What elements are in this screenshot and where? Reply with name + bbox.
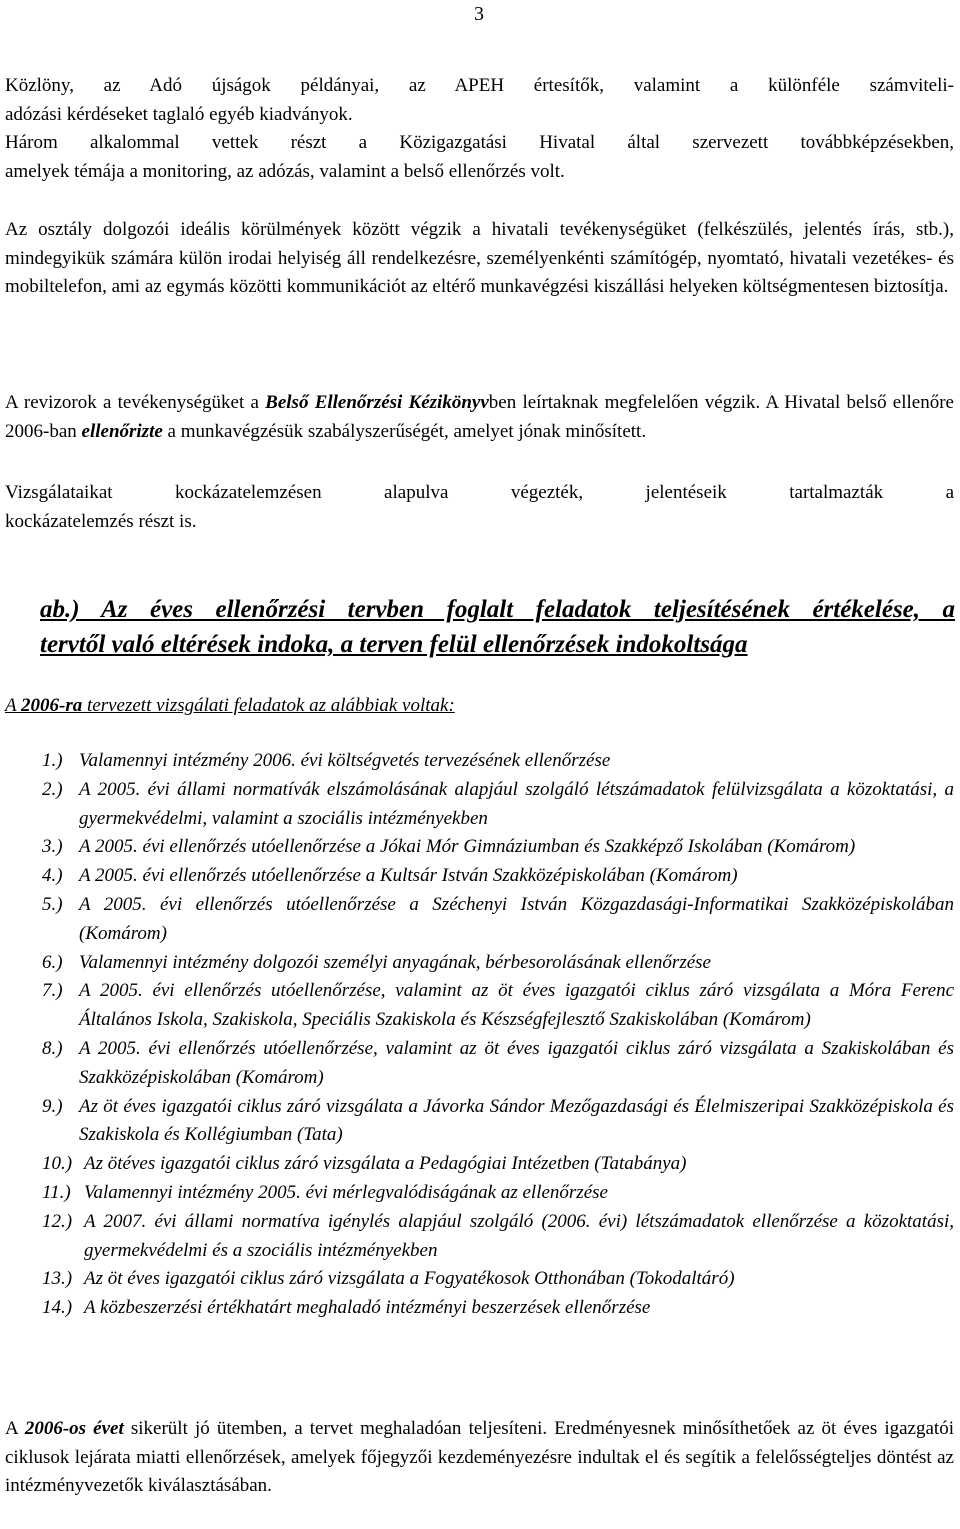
paragraph-working-conditions: Az osztály dolgozói ideális körülmények között végzik a hivatali tevékenységüket (felkészülés, jelentés írás, stb.), mindegyikük számára külön irodai helyiség áll rendelkezésre, személyenkénti számítógép, nyomtató, hivatali vezetékes- és mobiltelefon, ami az egymás közötti kommunikációt az eltérő munkavégzési kiszállási helyeken költségmentesen biztosítja. xyxy=(5,219,954,298)
item-text: Az ötéves igazgatói ciklus záró vizsgálata a Pedagógiai Intézetben (Tatabánya) xyxy=(84,1153,687,1175)
paragraph-line: kockázatelemzés részt is. xyxy=(5,510,197,532)
item-text: A 2005. évi ellenőrzés utóellenőrzése, valamint az öt éves igazgatói ciklus záró vizsgálata a Móra Ferenc Általános Iskola, Szakiskola, Speciális Szakiskola és Készségfejlesztő Szakiskolában (Komárom) xyxy=(79,980,954,1031)
list-item xyxy=(42,891,954,949)
item-number: 13.) xyxy=(42,1268,73,1290)
item-text: Az öt éves igazgatói ciklus záró vizsgálata a Fogyatékosok Otthonában (Tokodaltáró) xyxy=(84,1268,735,1290)
emphasis-checked: ellenőrizte xyxy=(81,420,163,442)
list-item xyxy=(42,747,954,776)
list-item xyxy=(42,862,954,891)
item-text: Valamennyi intézmény 2005. évi mérlegvalódiságának az ellenőrzése xyxy=(84,1181,608,1203)
heading-prefix: ab.) xyxy=(40,596,80,623)
text-run: A revizorok a tevékenységüket a xyxy=(5,392,266,413)
emphasis-manual: Belső Ellenőrzési Kézikönyv xyxy=(265,392,489,413)
text-run: ben leírtaknak megfelelően végzik. A Hivatal belső ellenőre 2006-ban xyxy=(5,392,954,442)
item-number: 7.) xyxy=(42,980,63,1002)
text-run: A xyxy=(5,1418,25,1439)
item-number: 6.) xyxy=(42,951,63,973)
item-text: A 2005. évi ellenőrzés utóellenőrzése a Jókai Mór Gimnáziumban és Szakképző Iskolában (Komárom) xyxy=(79,836,856,858)
paragraph-line: adózási kérdéseket taglaló egyéb kiadványok. xyxy=(5,103,353,125)
item-text: A közbeszerzési értékhatárt meghaladó intézményi beszerzések ellenőrzése xyxy=(84,1297,651,1319)
item-number: 2.) xyxy=(42,778,63,800)
item-number: 11.) xyxy=(42,1181,71,1203)
item-text: Az öt éves igazgatói ciklus záró vizsgálata a Jávorka Sándor Mezőgazdasági és Élelmiszeripai Szakközépiskola és Szakiskola és Kollégiumban (Tata) xyxy=(79,1095,954,1146)
heading-line1-text: Az éves ellenőrzési tervben foglalt feladatok teljesítésének értékelése, a xyxy=(79,596,955,623)
text-run: A xyxy=(5,695,22,716)
text-run: sikerült jó ütemben, a tervet meghaladóan teljesíteni. Eredményesnek minősíthetőek az öt éves igazgatói ciklusok lejárata miatti ellenőrzések, amelyek főjegyzői kezdeményezésre indultak el és segítik a felelősségteljes döntést az intézményvezetők kiválasztásában. xyxy=(5,1418,954,1497)
item-number: 10.) xyxy=(42,1153,73,1175)
heading-line2-text: tervtől való eltérések indoka, a terven felül ellenőrzések indokoltsága xyxy=(40,631,748,658)
list-item xyxy=(42,1179,954,1208)
item-number: 1.) xyxy=(42,750,63,771)
paragraph-line: Három alkalommal vettek részt a Közigazgatási Hivatal által szervezett továbbképzésekben, xyxy=(5,132,954,154)
paragraph-risk-analysis xyxy=(5,479,954,536)
item-text: A 2005. évi ellenőrzés utóellenőrzése a Széchenyi István Közgazdasági-Informatikai Szakközépiskolában (Komárom) xyxy=(79,893,954,944)
item-text: A 2007. évi állami normatíva igénylés alapjául szolgáló (2006. évi) létszámadatok ellenőrzése a közoktatási, gyermekvédelmi és a szociális intézményekben xyxy=(84,1210,954,1261)
text-run: a munkavégzésük szabályszerűségét, amelyet jónak minősített. xyxy=(162,420,647,442)
emphasis-year: 2006-os évet xyxy=(24,1418,124,1439)
paragraph-evaluation xyxy=(5,1415,954,1501)
text-run: tervezett vizsgálati feladatok az alábbiak voltak: xyxy=(82,695,455,716)
paragraph-line: amelyek témája a monitoring, az adózás, valamint a belső ellenőrzés volt. xyxy=(5,160,565,182)
paragraph-line: Vizsgálataikat kockázatelemzésen alapulva végezték, jelentéseik tartalmazták a xyxy=(5,482,954,503)
list-item xyxy=(42,949,954,978)
item-number: 4.) xyxy=(42,865,63,887)
list-item xyxy=(42,776,954,834)
subtitle-year: 2006-ra xyxy=(21,695,83,716)
item-number: 5.) xyxy=(42,893,63,915)
list-item xyxy=(42,977,954,1035)
item-number: 12.) xyxy=(42,1210,73,1232)
item-text: A 2005. évi ellenőrzés utóellenőrzése a Kultsár István Szakközépiskolában (Komárom) xyxy=(79,865,738,887)
paragraph-line: Közlöny, az Adó újságok példányai, az APEH értesítők, valamint a különféle számviteli- xyxy=(5,75,954,96)
section-heading xyxy=(40,592,955,662)
list-item xyxy=(42,1093,954,1151)
page-number: 3 xyxy=(474,3,484,25)
list-item xyxy=(42,1150,954,1179)
list-item xyxy=(42,1208,954,1266)
item-text: A 2005. évi ellenőrzés utóellenőrzése, valamint az öt éves igazgatói ciklus záró vizsgálata a Szakiskolában és Szakközépiskolában (Komárom) xyxy=(79,1037,954,1088)
item-number: 8.) xyxy=(42,1037,63,1059)
item-text: A 2005. évi állami normatívák elszámolásának alapjául szolgáló létszámadatok felülvizsgálata a közoktatási, a gyermekvédelmi, valamint a szociális intézményekben xyxy=(79,778,954,829)
item-number: 9.) xyxy=(42,1095,63,1117)
list-item xyxy=(42,1265,954,1294)
item-number: 3.) xyxy=(42,836,63,858)
list-item xyxy=(42,1035,954,1093)
item-text: Valamennyi intézmény 2006. évi költségvetés tervezésének ellenőrzése xyxy=(79,750,611,771)
item-text: Valamennyi intézmény dolgozói személyi anyagának, bérbesorolásának ellenőrzése xyxy=(79,951,711,973)
planned-tasks-subtitle xyxy=(5,692,455,720)
task-list xyxy=(42,747,954,1323)
heading-line xyxy=(40,592,955,627)
paragraph-auditors xyxy=(5,389,954,446)
list-item xyxy=(42,1294,954,1323)
list-item xyxy=(42,833,954,862)
paragraph-publications xyxy=(5,72,954,186)
item-number: 14.) xyxy=(42,1297,73,1319)
